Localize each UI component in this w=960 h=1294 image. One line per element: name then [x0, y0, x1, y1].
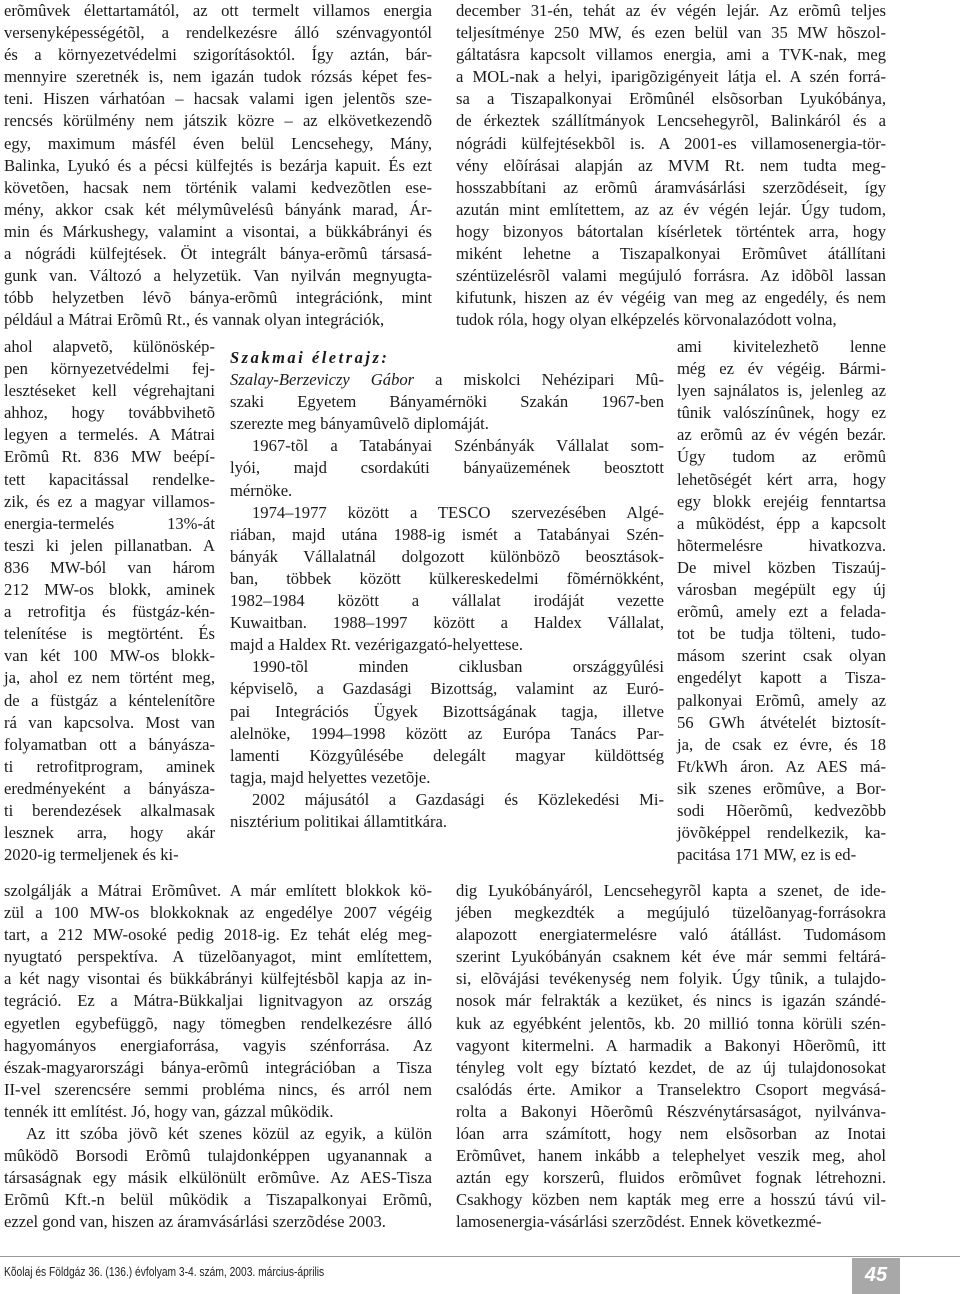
text-line: Szalay-Berzeviczy Gábor a miskolci Nehézipari Mû-	[230, 370, 664, 390]
text-line: De mivel közben Tiszaúj-	[677, 557, 886, 577]
text-line: ti berendezések alkalmasak	[4, 800, 215, 820]
text-line: észak-magyarországi bánya-erõmû integrációban a Tisza	[4, 1057, 432, 1077]
text-line: dig Lyukóbányáról, Lencsehegyrõl kapta a szenet, de ide-	[456, 881, 886, 900]
column-right-narrow	[677, 336, 886, 866]
footer-divider	[0, 1256, 960, 1257]
text-line: szerezte meg bányamûvelõ diplomáját.	[230, 414, 489, 434]
column-left-narrow	[4, 336, 215, 866]
text-line: gunk van. Változó a helyzetük. Van nyilván megnyugta-	[4, 266, 432, 286]
text-line: ban, többek között külkereskedelmi fõmérnökként,	[230, 568, 664, 588]
text-line: alapozott energiatermelésre való átállást. Tudomásom	[456, 925, 886, 945]
person-name: Szalay-Berzeviczy Gábor	[230, 370, 415, 390]
text-line: ti retrofitprogram, aminek	[4, 756, 215, 776]
paragraph	[4, 880, 432, 1123]
text-line: pen környezetvédelmi fej-	[4, 359, 215, 379]
text-line: 1990-tõl minden ciklusban országgyûlési	[252, 657, 664, 677]
text-line: az erõmû az év végén bezár.	[677, 425, 886, 445]
page-number-box	[852, 1258, 900, 1294]
text-line: tart, a 212 MW-osoké pedig 2018-ig. Ez tehát elég meg-	[4, 925, 432, 945]
text-line: másom szerint csak olyan	[677, 646, 886, 666]
text-line: nosok már felrakták a kezüket, és nincs is igazán szándé-	[456, 991, 886, 1011]
text-line: a MOL-nak a helyi, iparigõzigényeit látja el. A szén forrá-	[456, 67, 886, 87]
text-line: tegráció. Ez a Mátra-Bükkaljai lignitvagyon az ország	[4, 991, 432, 1011]
text-line: egy, maximum másfél éven belül Lencsehegy, Mány,	[4, 133, 432, 153]
text-line: erõmûvek élettartamától, az ott termelt villamos energia	[4, 1, 432, 20]
text-line: sa a Tiszapalkonyai Erõmûnél elsõsorban Lyukóbánya,	[456, 89, 886, 109]
text-line: min és Márkushegy, valamint a visontai, a bükkábrányi és	[4, 221, 432, 241]
biography-paragraph	[230, 502, 664, 657]
text-line: jövõképpel rendelkezik, ka-	[677, 823, 886, 843]
text-line: energia-termelés 13%-át	[4, 513, 215, 533]
text-line: mény, akkor csak két mélymûvelésû bányánk marad, Ár-	[4, 199, 432, 219]
text-line: 2020-ig termeljenek és ki-	[4, 845, 179, 865]
text-line: Ft/kWh áron. Az AES má-	[677, 756, 886, 776]
text-line: nyugtató perspektíva. A tüzelõanyagot, mint említettem,	[4, 947, 432, 967]
text-line: tennék itt említést. Jó, hogy van, gázzal mûködik.	[4, 1101, 334, 1121]
text-line: Csakhogy közben nem kapták meg erre a hosszú távú vil-	[456, 1190, 886, 1210]
text-line: nisztérium politikai államtitkára.	[230, 811, 448, 831]
text-line: hõtermelésre hivatkozva.	[677, 535, 886, 555]
text-line: tûnik valószínûnek, hogy ez	[677, 403, 886, 423]
text-line: erõmû, amely ezt a felada-	[677, 602, 886, 622]
text-line: 1974–1977 között a TESCO szervezésében Algé-	[252, 502, 664, 522]
text-line: széntüzelésrõl valami megújuló forrásra. Az idõbõl lassan	[456, 266, 886, 286]
text-line: rolta a Bakonyi Hõerõmû Részvénytársaságot, nyilvánva-	[456, 1101, 886, 1121]
text-line: zül a 100 MW-os blokkoknak az engedélye 2007 végéig	[4, 903, 432, 923]
text-line: tényleg volt egy bíztató kezdet, de az új tulajdonosokat	[456, 1057, 886, 1077]
text-line: Kuwaitban. 1988–1997 között a Haldex Vállalat,	[230, 613, 664, 633]
text-line: mennyire szeretnék is, nem igazán tudok rózsás képet fes-	[4, 67, 432, 87]
text-line: pai Integrációs Ügyek Bizottságának tagja, illetve	[230, 701, 664, 721]
text-line: rencsés körülmény nem játszik közre – az elkövetkezendõ	[4, 111, 432, 131]
text-line: tot be tudja tölteni, tudo-	[677, 624, 886, 644]
text-line: lesztéseket kell végrehajtani	[4, 381, 215, 401]
text-line: pacitása 171 MW, ez is ed-	[677, 845, 857, 865]
text-line: szolgálják a Mátrai Erõmûvet. A már említett blokkok kö-	[4, 881, 432, 900]
text-line: társaságnak egy másik elkülönült erõmûve. Az AES-Tisza	[4, 1168, 432, 1188]
text-line: Az itt szóba jövõ két szenes közül az egyik, a külön	[26, 1124, 432, 1144]
text-line: nógrádi külfejtésekbõl is. A 2001-es villamosenergia-tör-	[456, 133, 886, 153]
text-line: lyói, majd csordakúti bányaüzemének beosztott	[230, 458, 664, 478]
text-line: mûködõ Borsodi Erõmû tulajdonképpen ugyanannak a	[4, 1146, 432, 1166]
text-line: Erõmûvet, hanem inkább a telephelyet veszik meg, ahol	[456, 1146, 886, 1166]
text-line: gáltatásra kapcsolt villamos energia, ami a TVK-nak, meg	[456, 45, 886, 65]
text-line: tett kapacitással rendelke-	[4, 469, 215, 489]
text-line: lehetõségét kért arra, hogy	[677, 469, 886, 489]
text-line: hogy bizonyos bátortalan kísérletek történtek arra, hogy	[456, 221, 886, 241]
biography-title: Szakmai életrajz:	[230, 348, 390, 367]
biography-paragraph	[230, 435, 664, 501]
text-line: ami kivitelezhetõ lenne	[677, 337, 886, 356]
paragraph	[4, 1123, 432, 1233]
text-line: a retrofitja és füstgáz-kén-	[4, 602, 215, 622]
text-line: mérnöke.	[230, 480, 293, 500]
text-line: 2002 májusától a Gazdasági és Közlekedési Mi-	[252, 789, 664, 809]
text-line: ja, ahol ez nem történt meg,	[4, 668, 215, 688]
biography-box	[230, 347, 664, 857]
text-line: teljesítménye 250 MW, és ezen belül van 35 MW hõszol-	[456, 23, 886, 43]
text-line: bányák Vállalatnál dolgozott különbözõ beosztások-	[230, 546, 664, 566]
text-line: a két nagy visontai és bükkábrányi külfejtésbõl kapja az in-	[4, 969, 432, 989]
text-line: riában, majd utána 1988-ig ismét a Tatabányai Szén-	[230, 524, 664, 544]
biography-paragraph	[230, 656, 664, 789]
text-line: telenítése is megtörtént. És	[4, 624, 215, 644]
text-line: folyamatban ott a bányásza-	[4, 734, 215, 754]
text-line: van két 100 MW-os blokk-	[4, 646, 215, 666]
text-line: zik, és ez a magyar villamos-	[4, 491, 215, 511]
text-line: lóan arra számított, hogy nem elsõsorban az Inotai	[456, 1124, 886, 1144]
text-line: versenyképességétõl, a rendelkezésre álló szénvagyontól	[4, 23, 432, 43]
text-line: szaki Egyetem Bányamérnöki Szakán 1967-ben	[230, 392, 664, 412]
text-line: december 31-én, tehát az év végén lejár. Az erõmû teljes	[456, 1, 886, 20]
text-line: kifutunk, hiszen az év végéig van meg az engedély, és nem	[456, 288, 886, 308]
text-line: hagyományos energiaforrása, vagyis szénforrása. Az	[4, 1035, 432, 1055]
text-line: de érkeztek szállítmányok Lencsehegyrõl, Balinkáról és a	[456, 111, 886, 131]
text-line: ja, de csak ez évre, és 18	[677, 734, 886, 754]
column-left-bottom	[4, 880, 432, 1234]
page-number: 45	[864, 1264, 888, 1286]
text-line: lesznek arra, hogy akár	[4, 823, 215, 843]
text-line: Balinka, Lyukó és a pécsi külfejtés is bezárja kapuit. És ezt	[4, 155, 432, 175]
text-line: jében megkezdték a megújuló tüzelõanyag-forrásokra	[456, 903, 886, 923]
text-line: lamenti Közgyûlésébe delegált magyar küldöttség	[230, 745, 664, 765]
text-line: sodi Hõerõmû, kedvezõbb	[677, 800, 886, 820]
text-line: csalódás érte. Amikor a Transelektro Csoport megvásá-	[456, 1079, 886, 1099]
text-line: teni. Hiszen várhatóan – hacsak valami igen jelentõs sze-	[4, 89, 432, 109]
text-line: lyen sajnálatos is, jelenleg az	[677, 381, 886, 401]
text-line: tudok róla, hogy olyan elképzelés körvonalazódott volna,	[456, 310, 837, 330]
text-line: tóbb helyzetben lévõ bánya-erõmû integrációnk, mint	[4, 288, 432, 308]
text-line: sik szenes erõmûve, a Bor-	[677, 778, 886, 798]
text-line: egyetlen egybefüggõ, nagy tömegben rendelkezésre álló	[4, 1013, 432, 1033]
biography-paragraph	[230, 789, 664, 833]
text-line: 212 MW-os blokk, aminek	[4, 580, 215, 600]
text-line: eredményeként a bányásza-	[4, 778, 215, 798]
text-line: lamosenergia-vásárlási szerzõdést. Ennek következmé-	[456, 1212, 822, 1232]
text-line: 836 MW-ból van három	[4, 557, 215, 577]
text-line: még ez év végéig. Bármi-	[677, 359, 886, 379]
text-line: városban megépült egy új	[677, 580, 886, 600]
text-line: hosszabbítani az erõmû áramvásárlási szerzõdéseit, így	[456, 177, 886, 197]
text-line: követõen, hacsak nem történik valami kedvezõtlen ese-	[4, 177, 432, 197]
text-line: egy blokk erejéig fenntartsa	[677, 491, 886, 511]
text-line: majd a Haldex Rt. vezérigazgató-helyettese.	[230, 635, 524, 655]
text-line: a nógrádi külfejtések. Öt integrált bánya-erõmû társasá-	[4, 244, 432, 264]
text-line: de a füstgáz a kéntelenítõre	[4, 690, 215, 710]
text-line: képviselõ, a Gazdasági Bizottság, valamint az Euró-	[230, 679, 664, 699]
text-line: ezzel gond van, hiszen az áramvásárlási szerzõdése 2003.	[4, 1212, 386, 1232]
text-line: si, elõvájási tevékenység nem folyik. Úgy tûnik, a tulajdo-	[456, 969, 886, 989]
text-line: Úgy tudom az erõmû	[677, 447, 886, 467]
text-line: vény elõírásai alapján az MVM Rt. nem tudta meg-	[456, 155, 886, 175]
text-line: II-vel szerencsére semmi probléma nincs, és arról nem	[4, 1079, 432, 1099]
text-line: ahhoz, hogy továbbvihetõ	[4, 403, 215, 423]
text-line: 1967-tõl a Tatabányai Szénbányák Vállalat som-	[252, 436, 664, 456]
text-line: vagyont kitermelni. A harmadik a Bakonyi Hõerõmû, itt	[456, 1035, 886, 1055]
text-line: miként lehetne a Tiszapalkonyai Erõmûvet átállítani	[456, 244, 886, 264]
text-line: szerint Lyukóbányán csaknem két éve már semmi feltárá-	[456, 947, 886, 967]
text-line: kuk az egyébként jelentõs, kb. 20 millió tonna körüli szén-	[456, 1013, 886, 1033]
text-line: rá van kapcsolva. Most van	[4, 712, 215, 732]
text-line: tagja, majd helyettes vezetõje.	[230, 767, 431, 787]
text-line: alelnöke, 1994–1998 között az Európa Tanács Par-	[230, 723, 664, 743]
journal-citation: Kõolaj és Földgáz 36. (136.) évfolyam 3-4. szám, 2003. március-április	[4, 1265, 325, 1279]
text-line: aztán egy korszerû, fluidos erõmûvet fognak létrehozni.	[456, 1168, 886, 1188]
text-line: engedélyt kapott a Tisza-	[677, 668, 886, 688]
column-right-top	[456, 0, 886, 331]
text-line: legyen a termelés. A Mátrai	[4, 425, 215, 445]
text-line: Erõmû Rt. 836 MW beépí-	[4, 447, 215, 467]
text-line: 1982–1984 között a vállalat irodáját vezette	[230, 591, 664, 611]
column-right-bottom	[456, 880, 886, 1234]
text-line: azután mint említettem, az az év végén lejár. Úgy tudom,	[456, 199, 886, 219]
text-line: ahol alapvetõ, különöskép-	[4, 337, 215, 356]
text-line: 56 GWh átvételét biztosít-	[677, 712, 886, 732]
column-left-top	[4, 0, 432, 331]
text-line: Erõmû Kft.-n belül mûködik a Tiszapalkonyai Erõmû,	[4, 1190, 432, 1210]
text-line: teszi ki jelen pillanatban. A	[4, 535, 215, 555]
biography-paragraph	[230, 369, 664, 435]
text-line: palkonyai Erõmû, amely az	[677, 690, 886, 710]
text-line: a mûködést, épp a kapcsolt	[677, 513, 886, 533]
text-line: például a Mátrai Erõmû Rt., és vannak olyan integrációk,	[4, 310, 385, 330]
text-line: és a környezetvédelmi szigorításoktól. Így aztán, bár-	[4, 45, 432, 65]
